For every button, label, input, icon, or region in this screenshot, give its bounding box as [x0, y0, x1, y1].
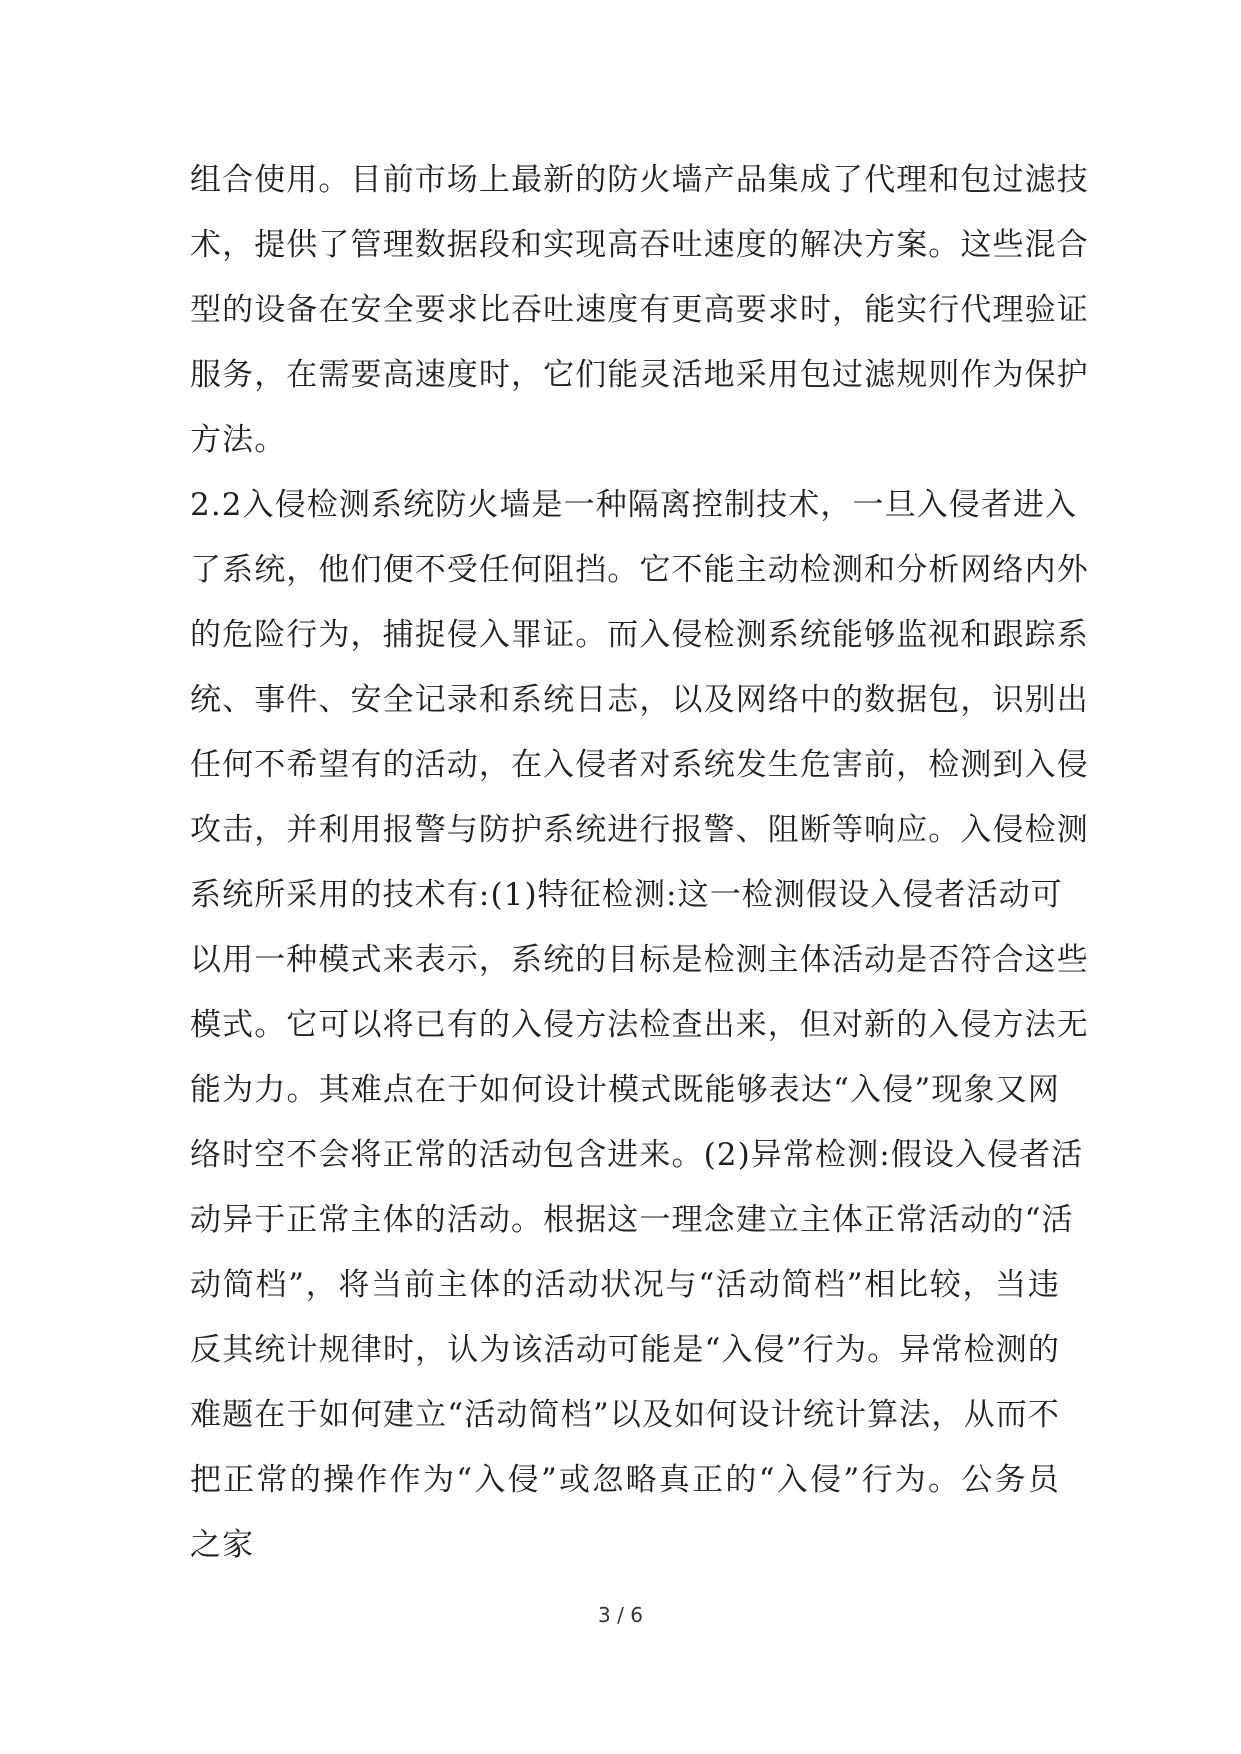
text-line: 系统所采用的技术有:(1)特征检测:这一检测假设入侵者活动可 [190, 877, 1063, 913]
text-line: 难题在于如何建立“活动简档”以及如何设计统计算法，从而不 [190, 1397, 1060, 1433]
text-line: 能为力。其难点在于如何设计模式既能够表达“入侵”现象又网 [190, 1072, 1060, 1108]
text-line: 组合使用。目前市场上最新的防火墙产品集成了代理和包过滤技 [190, 162, 1089, 198]
text-line: 了系统，他们便不受任何阻挡。它不能主动检测和分析网络内外 [190, 552, 1089, 588]
text-line: 2.2入侵检测系统防火墙是一种隔离控制技术，一旦入侵者进入 [190, 487, 1078, 523]
page-number: 3 / 6 [598, 1603, 643, 1627]
text-line: 的危险行为，捕捉侵入罪证。而入侵检测系统能够监视和跟踪系 [190, 617, 1089, 653]
body-text [190, 148, 1089, 1578]
text-line: 之家 [190, 1527, 255, 1563]
text-line: 以用一种模式来表示，系统的目标是检测主体活动是否符合这些 [190, 942, 1089, 978]
text-line: 攻击，并利用报警与防护系统进行报警、阻断等响应。入侵检测 [190, 812, 1089, 848]
text-line: 任何不希望有的活动，在入侵者对系统发生危害前，检测到入侵 [190, 747, 1089, 783]
text-line: 动简档”，将当前主体的活动状况与“活动简档”相比较，当违 [190, 1267, 1060, 1303]
text-line: 服务，在需要高速度时，它们能灵活地采用包过滤规则作为保护 [190, 357, 1089, 393]
text-line: 动异于正常主体的活动。根据这一理念建立主体正常活动的“活 [190, 1202, 1074, 1238]
text-line: 反其统计规律时，认为该活动可能是“入侵”行为。异常检测的 [190, 1332, 1060, 1368]
text-line: 统、事件、安全记录和系统日志，以及网络中的数据包，识别出 [190, 682, 1089, 718]
text-line: 型的设备在安全要求比吞吐速度有更高要求时，能实行代理验证 [190, 292, 1089, 328]
text-line: 模式。它可以将已有的入侵方法检查出来，但对新的入侵方法无 [190, 1007, 1089, 1043]
text-line: 方法。 [190, 422, 287, 458]
text-line: 把正常的操作作为“入侵”或忽略真正的“入侵”行为。公务员 [190, 1462, 1060, 1498]
text-line: 络时空不会将正常的活动包含进来。(2)异常检测:假设入侵者活 [190, 1137, 1084, 1173]
text-line: 术，提供了管理数据段和实现高吞吐速度的解决方案。这些混合 [190, 227, 1089, 263]
